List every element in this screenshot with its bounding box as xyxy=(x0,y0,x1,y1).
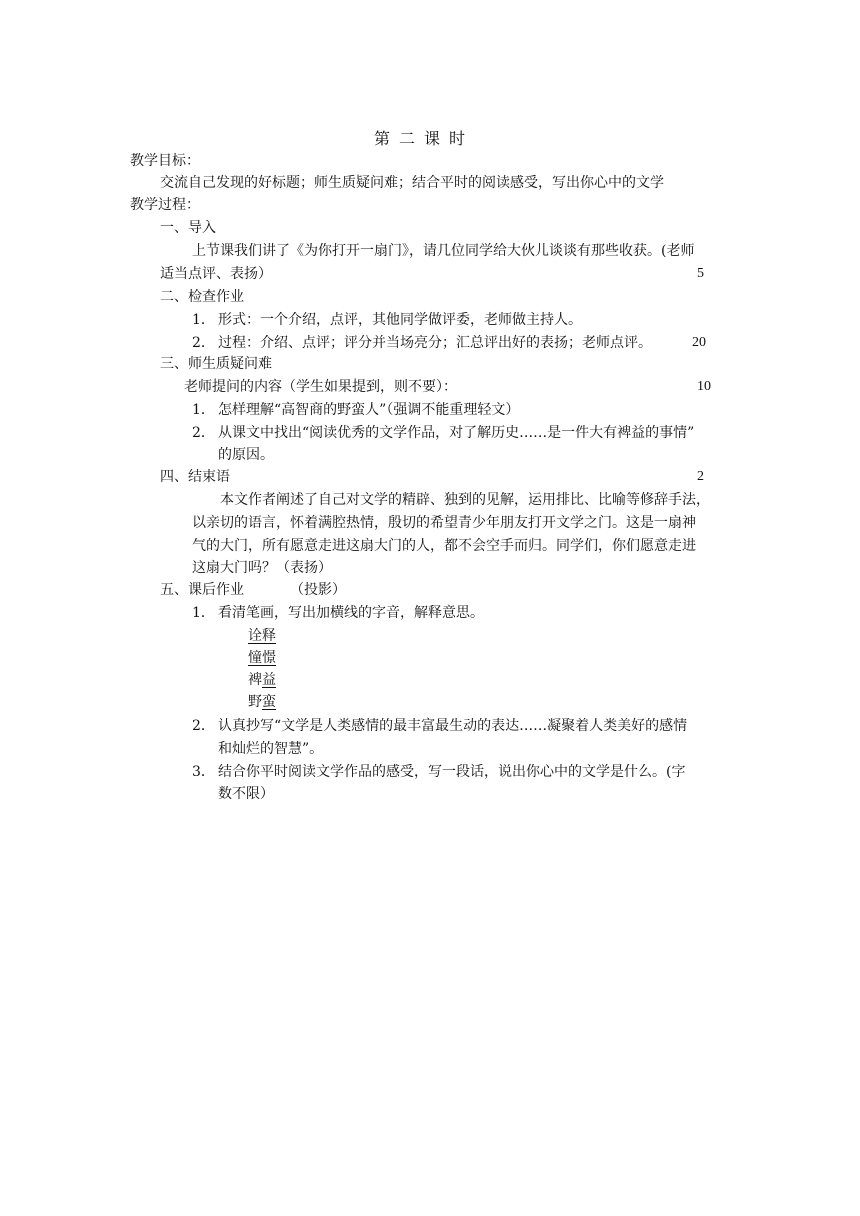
section-4-line-3: 气的大门，所有愿意走进这扇大门的人，都不会空手而归。同学们，你们愿意走进 xyxy=(192,538,696,554)
vocab-plain: 裨 xyxy=(248,672,262,688)
section-3-question-1-number: 1． xyxy=(192,402,215,418)
section-1-line-2: 适当点评、表扬） xyxy=(160,266,272,282)
objective-heading: 教学目标： xyxy=(130,153,200,169)
section-5-note: （投影） xyxy=(290,582,346,598)
section-1-heading: 一、导入 xyxy=(160,220,216,236)
homework-3-line-2: 数不限） xyxy=(218,786,274,802)
section-3-intro: 老师提问的内容（学生如果提到，则不要）： xyxy=(184,379,457,395)
section-2-item-1: 形式：一个介绍，点评，其他同学做评委，老师做主持人。 xyxy=(218,312,582,328)
vocab-underlined: 憧憬 xyxy=(248,650,276,666)
section-3-minutes: 10 xyxy=(697,379,711,394)
section-4-line-2: 以亲切的语言，怀着满腔热情，殷切的希望青少年朋友打开文学之门。这是一扇神 xyxy=(192,515,696,531)
section-1-line-1: 上节课我们讲了《为你打开一扇门》，请几位同学给大伙儿谈谈有那些收获。(老师 xyxy=(192,243,695,259)
homework-2-line-2: 和灿烂的智慧”。 xyxy=(218,741,324,757)
section-5-heading: 五、课后作业 xyxy=(160,582,244,598)
section-2-item-2: 过程：介绍、点评；评分并当场亮分；汇总评出好的表扬；老师点评。 xyxy=(218,335,652,351)
section-4-line-1: 本文作者阐述了自己对文学的精辟、独到的见解，运用排比、比喻等修辞手法， xyxy=(220,492,710,508)
section-2-heading: 二、检查作业 xyxy=(160,289,244,305)
vocab-word xyxy=(248,626,276,646)
section-3-question-2-number: 2． xyxy=(192,425,215,441)
vocab-underlined: 益 xyxy=(262,672,276,688)
process-heading: 教学过程： xyxy=(130,197,200,213)
section-2-item-1-number: 1． xyxy=(192,312,215,328)
objective-text: 交流自己发现的好标题；师生质疑问难；结合平时的阅读感受，写出你心中的文学 xyxy=(160,175,664,191)
vocab-word xyxy=(248,692,276,712)
section-3-question-2-line-1: 从课文中找出“阅读优秀的文学作品，对了解历史……是一件大有裨益的事情” xyxy=(218,425,695,441)
section-2-minutes: 20 xyxy=(692,335,706,350)
homework-1-number: 1． xyxy=(192,605,215,621)
section-4-line-4: 这扇大门吗？（表扬） xyxy=(192,560,332,576)
vocab-word xyxy=(248,670,276,690)
page-title: 第二课时 xyxy=(374,129,475,148)
homework-3-number: 3． xyxy=(192,764,215,780)
section-4-minutes: 2 xyxy=(697,469,704,484)
homework-1: 看清笔画，写出加横线的字音，解释意思。 xyxy=(218,605,484,621)
section-3-heading: 三、师生质疑问难 xyxy=(160,356,272,372)
homework-2-line-1: 认真抄写“文学是人类感情的最丰富最生动的表达……凝聚着人类美好的感情 xyxy=(218,718,688,734)
vocab-word xyxy=(248,648,276,668)
section-1-minutes: 5 xyxy=(697,266,704,281)
vocab-plain: 野 xyxy=(248,694,262,710)
vocab-underlined: 蛮 xyxy=(262,694,276,710)
homework-2-number: 2． xyxy=(192,718,215,734)
vocab-underlined: 诠释 xyxy=(248,628,276,644)
section-4-heading: 四、结束语 xyxy=(160,469,230,485)
homework-3-line-1: 结合你平时阅读文学作品的感受，写一段话，说出你心中的文学是什么。(字 xyxy=(218,764,686,780)
section-3-question-1: 怎样理解“高智商的野蛮人”（强调不能重理轻文） xyxy=(218,402,520,418)
section-3-question-2-line-2: 的原因。 xyxy=(218,447,274,463)
section-2-item-2-number: 2． xyxy=(192,335,215,351)
